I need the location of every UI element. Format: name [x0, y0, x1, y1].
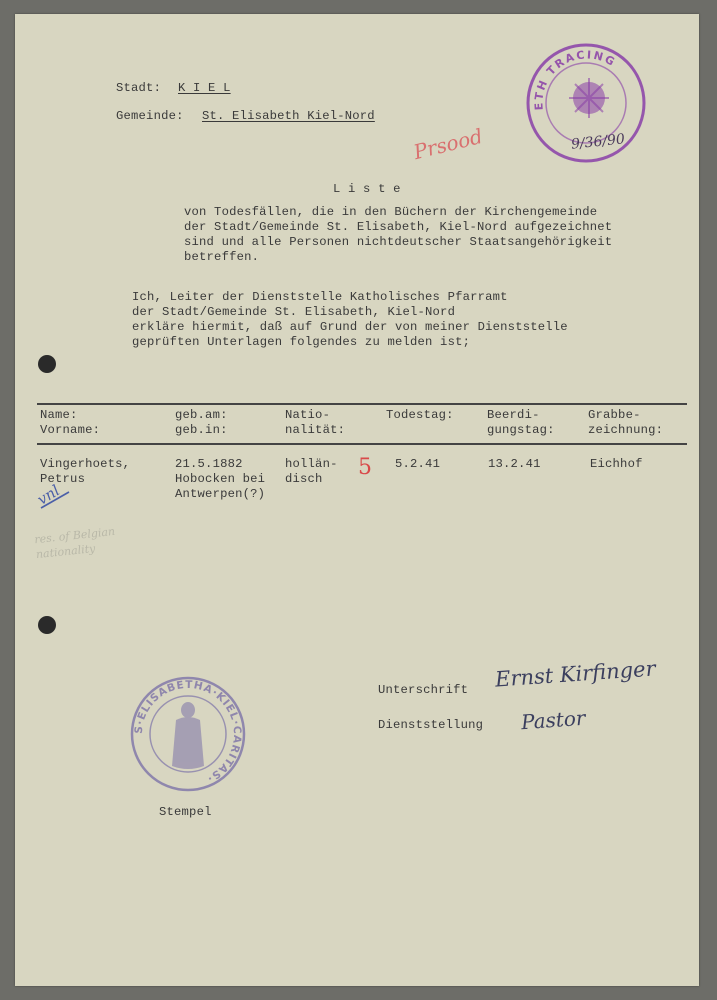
col-header-nationality: Natio- nalität: [285, 408, 346, 437]
tracing-stamp-text: ETH TRACING [532, 48, 619, 111]
pencil-note-nationality: res. of Belgian nationality [33, 524, 116, 562]
handwritten-initial: vnl [33, 481, 63, 509]
col-header-name: Name: Vorname: [40, 408, 101, 437]
unterschrift-label: Unterschrift [378, 683, 469, 697]
stadt-value: K I E L [178, 81, 231, 95]
declaration-line-2: der Stadt/Gemeinde St. Elisabeth, Kiel-Nord [132, 305, 456, 319]
tracing-stamp-number: 9/36/90 [570, 131, 626, 153]
col-header-todestag: Todestag: [386, 408, 454, 422]
pencil-annotation-top: Prsood [411, 123, 486, 165]
tracing-stamp [523, 40, 649, 166]
stempel-label: Stempel [159, 805, 212, 819]
cell-name: Vingerhoets, Petrus [40, 457, 131, 486]
stadt-label: Stadt: [116, 81, 162, 95]
cell-beerdigung: 13.2.41 [488, 457, 541, 471]
declaration-line-1: Ich, Leiter der Dienststelle Katholisches Pfarramt [132, 290, 508, 304]
cell-grab: Eichhof [590, 457, 643, 471]
gemeinde-value: St. Elisabeth Kiel-Nord [202, 109, 375, 123]
cell-geb: 21.5.1882 Hobocken bei Antwerpen(?) [175, 457, 266, 501]
table-header-rule [37, 443, 687, 445]
list-heading: L i s t e [333, 182, 401, 196]
initial-stroke [39, 490, 79, 510]
parish-seal-graphic [128, 674, 248, 794]
title-line-4: betreffen. [184, 250, 260, 264]
dienststellung-label: Dienststellung [378, 718, 484, 732]
title-line-3: sind und alle Personen nichtdeutscher Staatsangehörigkeit [184, 235, 613, 249]
gemeinde-label: Gemeinde: [116, 109, 184, 123]
signature-handwriting: Ernst Kirfinger [494, 656, 657, 692]
table-top-rule [37, 403, 687, 405]
title-line-2: der Stadt/Gemeinde St. Elisabeth, Kiel-Nord aufgezeichnet [184, 220, 613, 234]
cell-todestag: 5.2.41 [395, 457, 441, 471]
seal-ring-text: S·ELISABETHA·KIEL·CARITAS· [132, 678, 244, 785]
punch-hole-upper [38, 355, 56, 373]
col-header-beerdigung: Beerdi- gungstag: [487, 408, 555, 437]
document-page [15, 14, 699, 986]
punch-hole-lower [38, 616, 56, 634]
declaration-line-3: erkläre hiermit, daß auf Grund der von meiner Dienststelle [132, 320, 568, 334]
parish-seal [128, 674, 248, 794]
red-mark-5: 5 [358, 455, 372, 480]
cell-nationality: hollän- disch [285, 457, 338, 486]
declaration-line-4: geprüften Unterlagen folgendes zu melden ist; [132, 335, 471, 349]
title-line-1: von Todesfällen, die in den Büchern der Kirchengemeinde [184, 205, 598, 219]
col-header-grab: Grabbe- zeichnung: [588, 408, 664, 437]
col-header-geb: geb.am: geb.in: [175, 408, 228, 437]
dienststellung-handwriting: Pastor [520, 705, 587, 735]
